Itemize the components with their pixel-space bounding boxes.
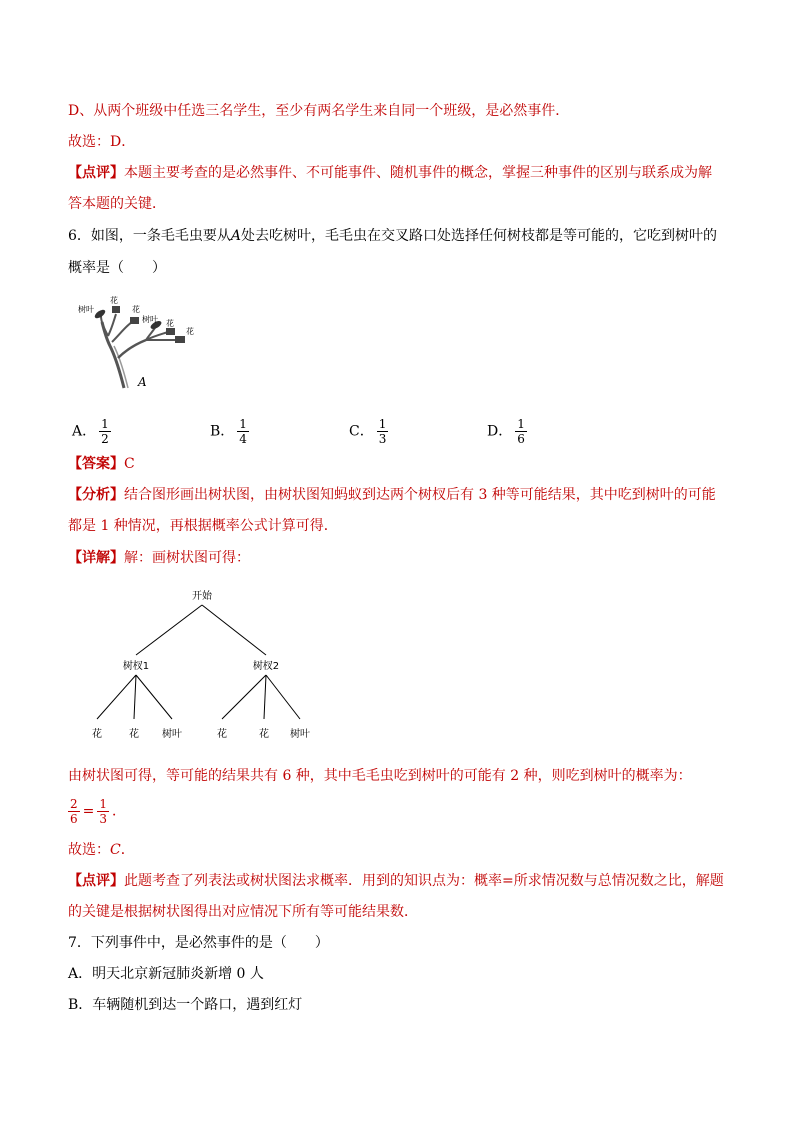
option-b bbox=[210, 417, 252, 446]
calc-fraction-2 bbox=[97, 797, 109, 826]
prev-comment-text-1: 本题主要考查的是必然事件、不可能事件、随机事件的概念，掌握三种事件的区别与联系成为解 bbox=[124, 165, 712, 181]
answer-tag: 【答案】 bbox=[68, 456, 124, 472]
option-a-num: 1 bbox=[101, 417, 109, 431]
q7-stem: 7．下列事件中，是必然事件的是（ ） bbox=[68, 935, 329, 951]
choice-letter: C bbox=[110, 842, 121, 858]
option-d-num: 1 bbox=[517, 417, 525, 431]
q6-stem-pre: 6．如图，一条毛毛虫要从 bbox=[68, 228, 231, 244]
left-branch-flower-2 bbox=[112, 322, 132, 342]
option-b-fraction bbox=[237, 417, 249, 446]
q6-comment-text-1: 此题考查了列表法或树状图法求概率．用到的知识点为：概率=所求情况数与总情况数之比，解题 bbox=[124, 873, 724, 889]
q6-stem-post: 处去吃树叶，毛毛虫在交叉路口处选择任何树枝都是等可能的，它吃到树叶的 bbox=[241, 228, 718, 244]
fig-leaf-label-1: 树叶 bbox=[78, 305, 94, 314]
edge-root-b2 bbox=[202, 605, 266, 655]
option-b-letter: B． bbox=[210, 423, 235, 440]
probability-calc bbox=[68, 797, 126, 826]
q7-option-b: B．车辆随机到达一个路口，遇到红灯 bbox=[68, 997, 303, 1013]
answer-value: C bbox=[124, 456, 135, 472]
tree-leaf-5: 花 bbox=[259, 729, 269, 740]
option-b-num: 1 bbox=[239, 417, 247, 431]
flower-box-1 bbox=[112, 306, 120, 313]
option-c-letter: C． bbox=[349, 423, 374, 440]
option-d-den: 6 bbox=[517, 432, 525, 446]
leaf-shape-left bbox=[93, 308, 106, 320]
tree-leaf-2: 花 bbox=[129, 729, 139, 740]
tree-branch-2: 树杈2 bbox=[252, 661, 280, 672]
option-d-explanation: D、从两个班级中任选三名学生，至少有两名学生来自同一个班级，是必然事件． bbox=[68, 103, 570, 119]
fig-flower-label-3: 花 bbox=[166, 319, 174, 328]
option-c-den: 3 bbox=[378, 432, 387, 446]
q6-stem-line-2: 概率是（ ） bbox=[68, 260, 166, 276]
edge-b1-l3 bbox=[136, 675, 172, 719]
option-a bbox=[72, 417, 114, 446]
tree-leaf-3: 树叶 bbox=[162, 729, 182, 740]
fig-point-a-label: A bbox=[138, 375, 147, 389]
edge-b2-l2 bbox=[264, 675, 266, 719]
point-a-variable: A bbox=[230, 228, 242, 244]
calc-den-2: 3 bbox=[99, 812, 108, 826]
edge-b2-l3 bbox=[266, 675, 300, 719]
prev-choice-line: 故选：D． bbox=[68, 134, 136, 150]
tree-leaf-6: 树叶 bbox=[290, 729, 310, 740]
option-a-den: 2 bbox=[101, 432, 109, 446]
tree-branch-1: 树杈1 bbox=[122, 661, 150, 672]
calc-end: ． bbox=[112, 803, 127, 820]
q7-option-a: A．明天北京新冠肺炎新增 0 人 bbox=[68, 966, 264, 982]
detail-tag: 【详解】 bbox=[68, 550, 124, 566]
prev-comment-line-1 bbox=[68, 163, 712, 183]
calc-den-1: 6 bbox=[70, 812, 78, 826]
edge-b1-l1 bbox=[97, 675, 136, 719]
tree-root: 开始 bbox=[192, 591, 212, 602]
option-c-num: 1 bbox=[378, 417, 387, 431]
q6-comment-line-2: 的关键是根据树状图得出对应情况下所有等可能结果数． bbox=[68, 904, 418, 920]
option-b-den: 4 bbox=[239, 432, 247, 446]
option-c bbox=[349, 417, 391, 446]
calc-fraction-1 bbox=[68, 797, 80, 826]
q6-comment-tag: 【点评】 bbox=[68, 873, 124, 889]
calc-equals: = bbox=[82, 803, 95, 820]
branch-figure bbox=[74, 292, 204, 394]
option-d bbox=[487, 417, 530, 446]
right-fork bbox=[118, 340, 146, 358]
detail-text: 解：画树状图可得： bbox=[124, 550, 250, 566]
option-a-letter: A． bbox=[72, 423, 97, 440]
q6-stem-line-1 bbox=[68, 226, 717, 246]
q6-comment-line-1 bbox=[68, 871, 724, 891]
left-branch-flower-1 bbox=[108, 314, 116, 336]
comment-tag: 【点评】 bbox=[68, 165, 124, 181]
calc-num-1: 2 bbox=[70, 797, 78, 811]
tree-leaf-4: 花 bbox=[217, 729, 227, 740]
q6-choice-line bbox=[68, 840, 135, 860]
analysis-line-1 bbox=[68, 485, 716, 505]
prev-comment-line-2: 答本题的关键． bbox=[68, 196, 166, 212]
result-line: 由树状图可得，等可能的结果共有 6 种，其中毛毛虫吃到树叶的可能有 2 种，则吃到树叶的概率为： bbox=[68, 768, 692, 784]
choice-pre: 故选： bbox=[68, 842, 110, 858]
edge-root-b1 bbox=[136, 605, 202, 655]
flower-box-3 bbox=[166, 328, 175, 335]
flower-box-2 bbox=[130, 317, 139, 324]
answer-line bbox=[68, 454, 135, 474]
tree-leaf-1: 花 bbox=[92, 729, 102, 740]
option-c-fraction bbox=[377, 417, 389, 446]
tree-diagram bbox=[80, 585, 330, 745]
option-a-fraction bbox=[99, 417, 111, 446]
edge-b1-l2 bbox=[134, 675, 136, 719]
detail-line bbox=[68, 548, 250, 568]
analysis-text-1: 结合图形画出树状图，由树状图知蚂蚁到达两个树杈后有 3 种等可能结果，其中吃到树叶的可能 bbox=[124, 487, 716, 503]
fig-flower-label-4: 花 bbox=[186, 327, 194, 336]
edge-b2-l1 bbox=[222, 675, 266, 719]
option-d-letter: D． bbox=[487, 423, 513, 440]
calc-num-2: 1 bbox=[99, 797, 108, 811]
analysis-tag: 【分析】 bbox=[68, 487, 124, 503]
fig-leaf-label-2: 树叶 bbox=[142, 315, 158, 324]
flower-box-4 bbox=[175, 336, 185, 343]
fig-flower-label-2: 花 bbox=[132, 305, 140, 314]
option-d-fraction bbox=[515, 417, 527, 446]
analysis-line-2: 都是 1 种情况，再根据概率公式计算可得． bbox=[68, 518, 338, 534]
fig-flower-label-1: 花 bbox=[110, 296, 118, 305]
choice-end: ． bbox=[120, 842, 135, 858]
